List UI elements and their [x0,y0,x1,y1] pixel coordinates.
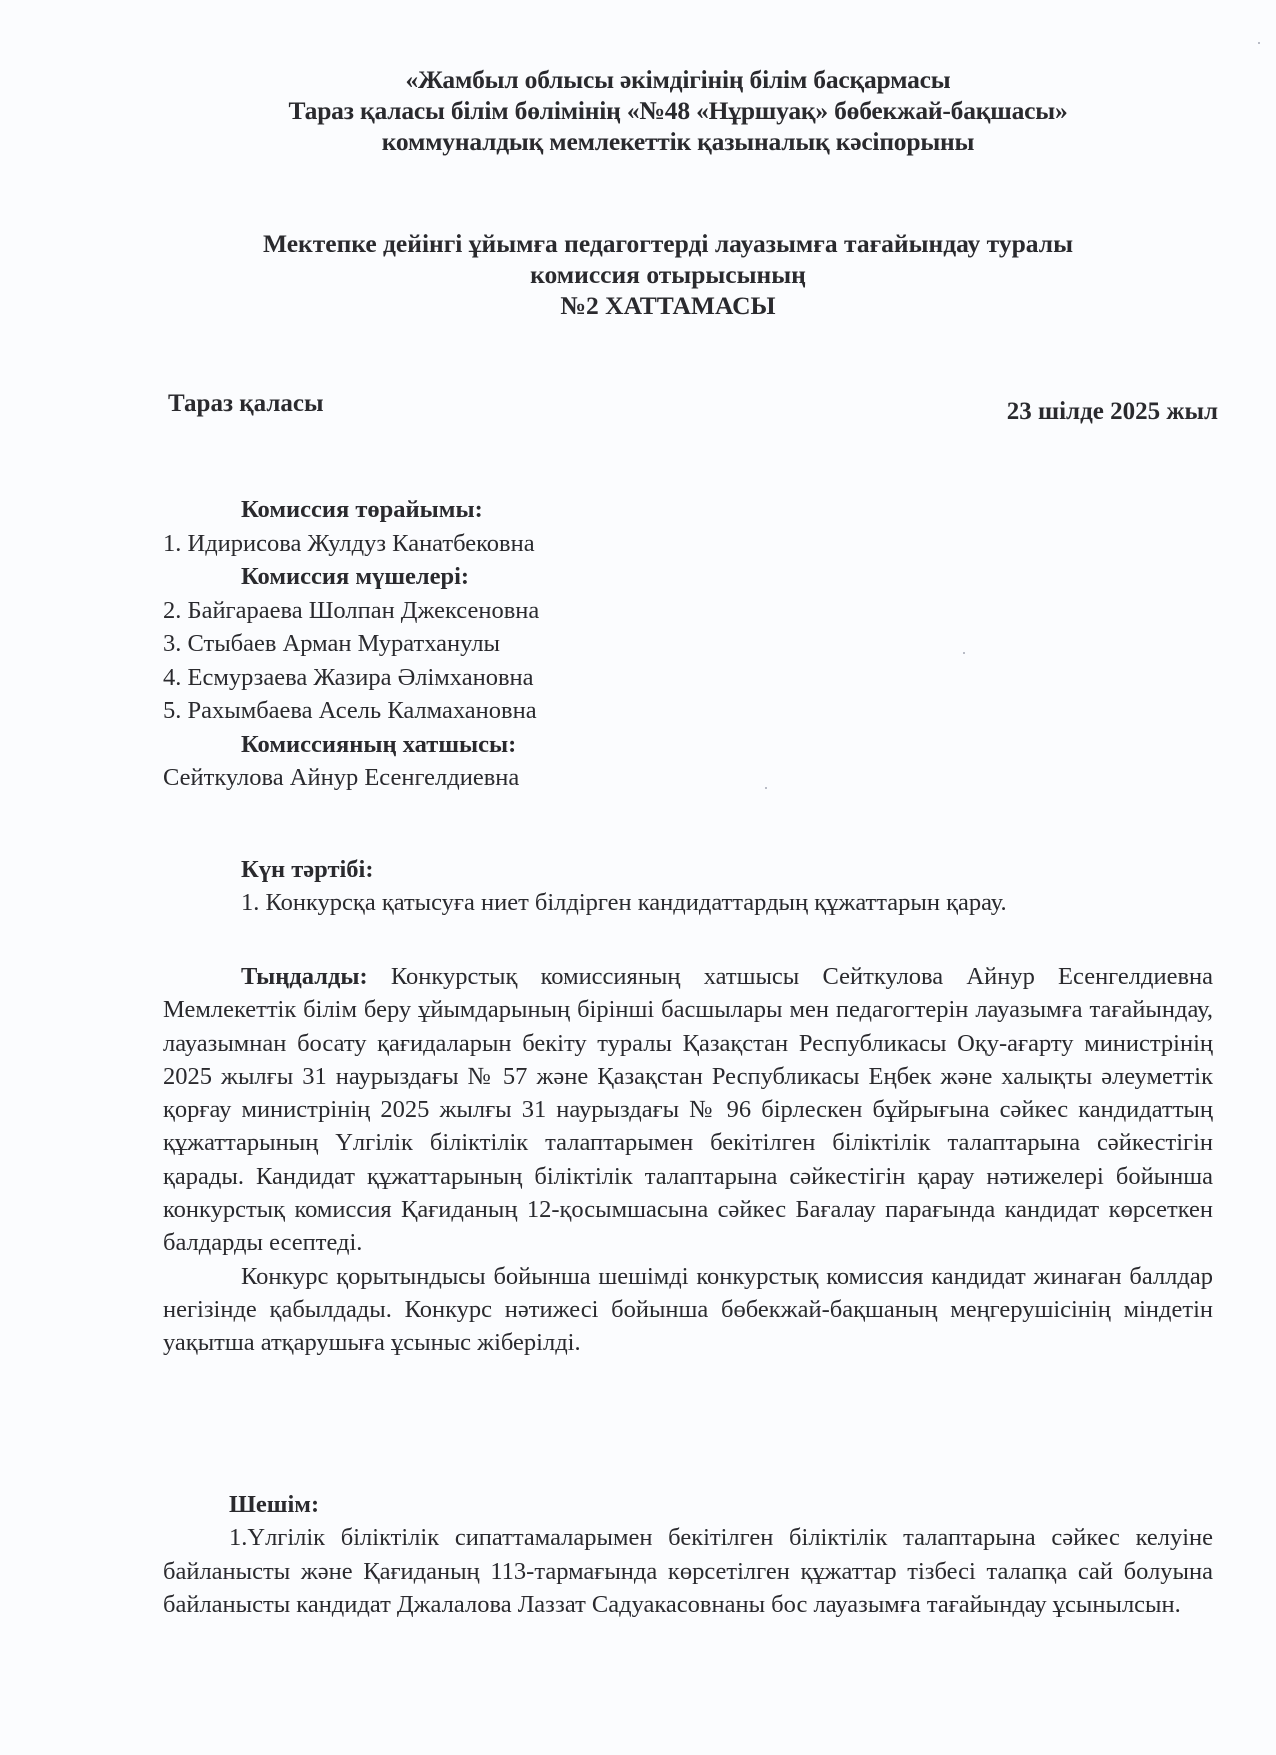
heard-section [163,960,1213,1360]
scan-speck [765,787,767,789]
heard-text-1: Конкурстық комиссияның хатшысы Сейткулова Айнур Есенгелдиевна Мемлекеттік білім беру ұйымдарының бірінші басшылары мен педагогтерін лауазымға тағайындау, лауазымнан босату қағидаларын бекіту туралы Қазақстан Республикасы Оқу-ағарту министрінің 2025 жылғы 31 наурыздағы № 57 және Қазақстан Республикасы Еңбек және халықты әлеуметтік қорғау министрінің 2025 жылғы 31 наурыздағы № 96 бірлескен бұйрығына сәйкес кандидаттың құжаттарының Үлгілік біліктілік талаптарымен бекітілген біліктілік талаптарына сәйкестігін қарады. Кандидат құжаттарының біліктілік талаптарына сәйкестігін қарау нәтижелері бойынша конкурстық комиссия Қағиданың 12-қосымшасына сәйкес Бағалау парағында кандидат көрсеткен балдарды есептеді. [163,963,1214,1257]
chair-heading: Комиссия төрайымы: [241,496,483,523]
decision-paragraph-1: 1.Үлгілік біліктілік сипаттамаларымен бекітілген біліктілік талаптарына сәйкес келуіне байланысты және Қағиданың 113-тармағында көрсетілген құжаттар тізбесі талапқа сай болуына байланысты кандидат Джалалова Лаззат Садуакасовнаны бос лауазымға тағайындау ұсынылсын. [163,1524,1213,1618]
header-line-1: «Жамбыл облысы әкімдігінің білім басқармасы [405,65,951,94]
members-heading: Комиссия мүшелері: [241,563,470,590]
heard-paragraph-2: Конкурс қорытындысы бойынша шешімді конкурстық комиссия кандидат жинаған баллдар негізінде қабылдады. Конкурс нәтижесі бойынша бөбекжай-бақшаның меңгерушісінің міндетін уақытша атқарушыға ұсыныс жіберілді. [163,1262,1213,1357]
title-line-3: №2 ХАТТАМАСЫ [560,291,776,320]
title-line-2: комиссия отырысының [530,260,806,289]
agenda-item: 1. Конкурсқа қатысуға ниет білдірген кандидаттардың құжаттарын қарау. [241,889,1007,916]
document-place: Тараз қаласы [168,390,324,417]
chair-name: 1. Идирисова Жулдуз Канатбековна [163,529,535,557]
document-title [0,228,1276,321]
agenda-section [163,853,1213,919]
member-name: 2. Байгараева Шолпан Джексеновна [163,596,540,624]
header-line-2: Тараз қаласы білім бөлімінің «№48 «Нұршуақ» бөбекжай-бақшасы» [288,96,1068,125]
heard-paragraph-1 [163,960,1213,1260]
document-date: 23 шілде 2025 жыл [1006,398,1218,425]
commission-list [163,493,539,795]
secretary-heading: Комиссияның хатшысы: [241,730,517,758]
member-name: 4. Есмурзаева Жазира Әлімхановна [163,663,534,691]
secretary-name: Сейткулова Айнур Есенгелдиевна [163,764,520,791]
decision-heading: Шешім: [229,1491,320,1518]
scan-speck [963,652,965,654]
scan-speck [1258,42,1260,44]
agenda-heading: Күн тәртібі: [241,856,374,883]
organization-header [0,64,1276,157]
member-name: 5. Рахымбаева Асель Калмахановна [163,697,537,724]
decision-section [163,1488,1213,1621]
title-line-1: Мектепке дейінгі ұйымға педагогтерді лауазымға тағайындау туралы [263,229,1073,258]
header-line-3: коммуналдық мемлекеттік қазыналық кәсіпорыны [381,127,975,156]
heard-lead: Тыңдалды: [241,963,368,990]
member-name: 3. Стыбаев Арман Муратханулы [163,630,501,657]
